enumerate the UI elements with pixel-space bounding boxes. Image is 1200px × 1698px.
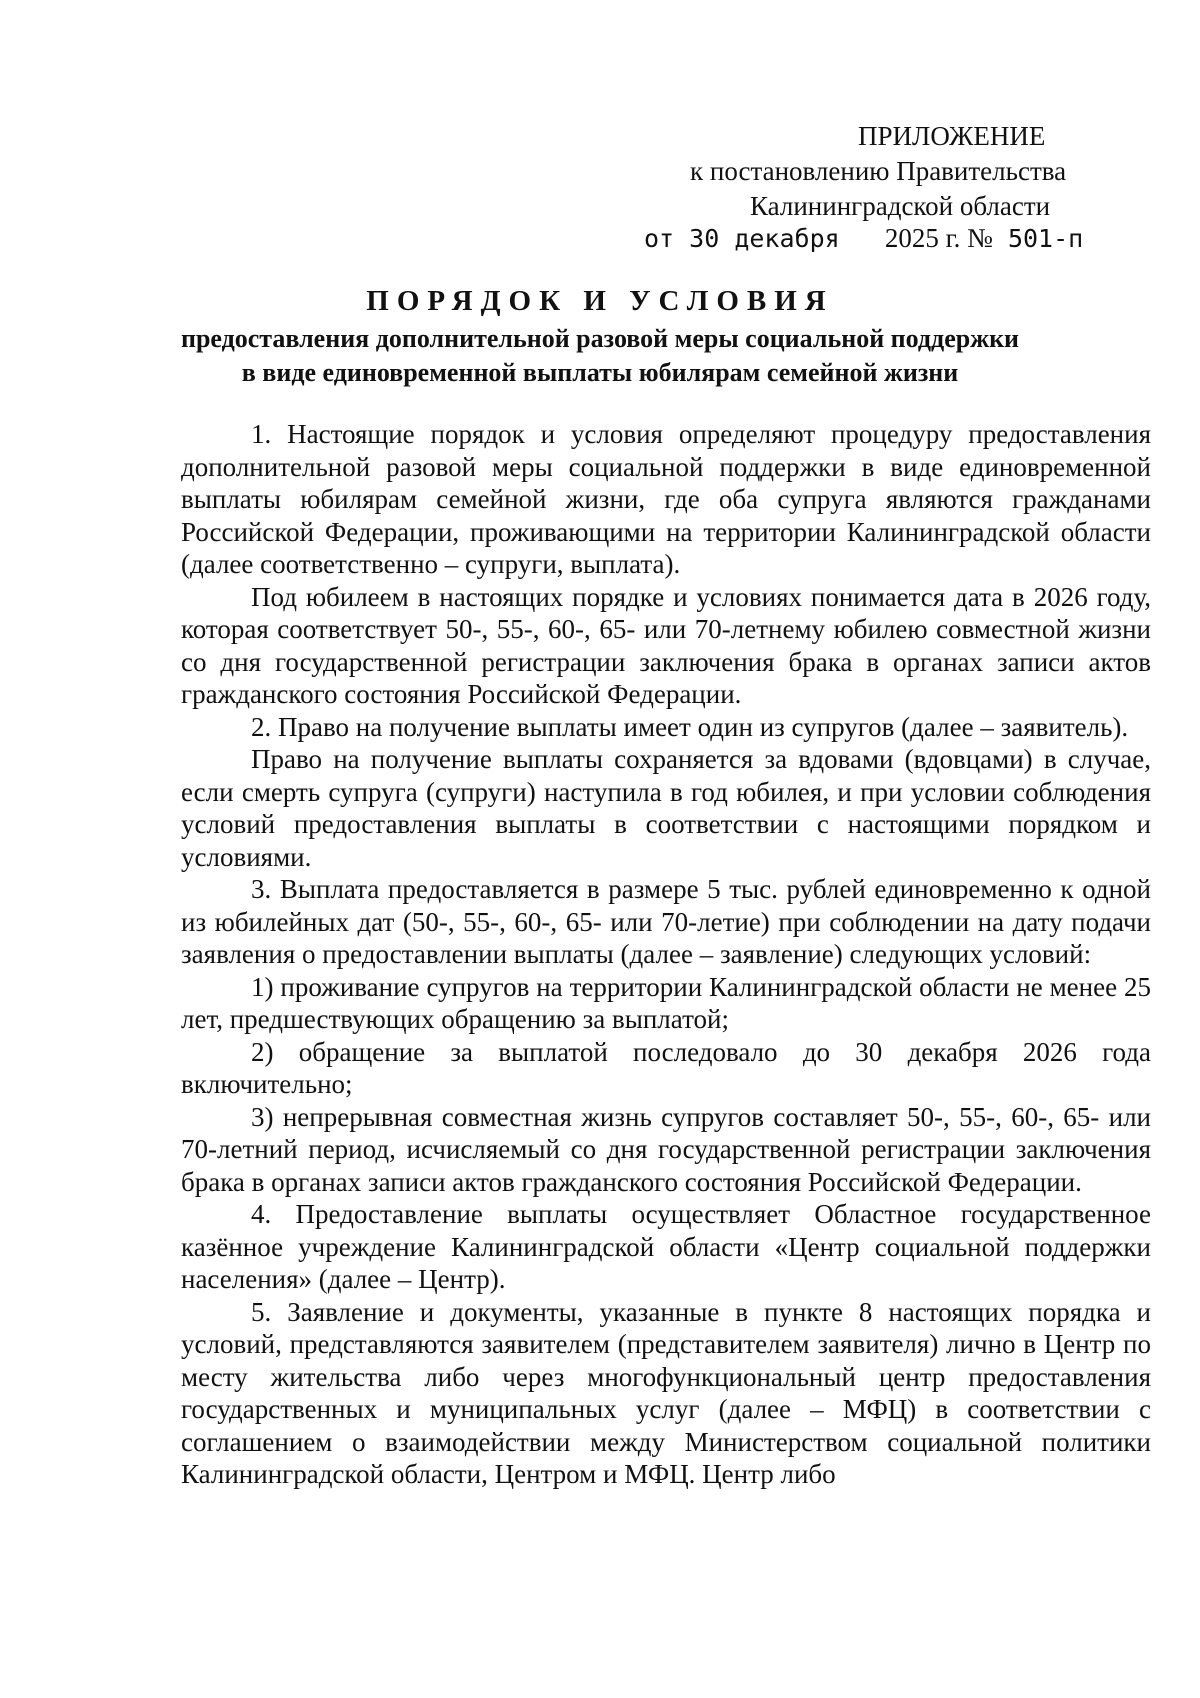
resolution-year: 2025 г. № <box>884 223 993 253</box>
appendix-date-line <box>644 222 1083 255</box>
resolution-number: 501-п <box>1007 224 1084 253</box>
resolution-date: 30 декабря <box>689 224 840 253</box>
date-prefix: от <box>644 224 675 253</box>
paragraph-widows: Право на получение выплаты сохраняется за вдовами (вдовцами) в случае, если смерть супруга (супруги) наступила в год юбилея, и при условии соблюдения условий предоставления выплаты в соответствии с настоящими порядком и условиями. <box>181 744 1151 872</box>
paragraph-jubilee-definition: Под юбилеем в настоящих порядке и условиях понимается дата в 2026 году, которая соответствует 50-, 55-, 60-, 65- или 70-летнему юбилею совместной жизни со дня государственной регистрации заключения брака в органах записи актов гражданского состояния Российской Федерации. <box>181 581 1151 709</box>
document-subtitle-line1: предоставления дополнительной разовой меры социальной поддержки <box>180 324 1020 353</box>
paragraph-1: 1. Настоящие порядок и условия определяют процедуру предоставления дополнительной разовой меры социальной поддержки в виде единовременной выплаты юбилярам семейной жизни, где оба супруга являются гражданами Российской Федерации, проживающими на территории Калининградской области (далее соответственно – супруги, выплата). <box>181 419 1151 579</box>
paragraph-4: 4. Предоставление выплаты осуществляет Областное государственное казённое учреждение Калининградской области «Центр социальной поддержки населения» (далее – Центр). <box>181 1199 1151 1294</box>
document-title: ПОРЯДОК И УСЛОВИЯ <box>366 285 834 317</box>
document-subtitle-line2: в виде единовременной выплаты юбилярам семейной жизни <box>241 358 959 387</box>
appendix-line-region: Калининградской области <box>750 191 1051 221</box>
condition-2: 2) обращение за выплатой последовало до 30 декабря 2026 года включительно; <box>181 1036 1151 1099</box>
paragraph-2: 2. Право на получение выплаты имеет один из супругов (далее – заявитель). <box>251 711 1129 742</box>
paragraph-3: 3. Выплата предоставляется в размере 5 тыс. рублей единовременно к одной из юбилейных дат (50-, 55-, 60-, 65- или 70-летие) при соблюдении на дату подачи заявления о предоставлении выплаты (далее – заявление) следующих условий: <box>181 874 1151 969</box>
condition-1: 1) проживание супругов на территории Калининградской области не менее 25 лет, предшествующих обращению за выплатой; <box>181 971 1151 1034</box>
document-body <box>181 418 1151 1491</box>
appendix-line-resolution: к постановлению Правительства <box>690 156 1067 186</box>
condition-3: 3) непрерывная совместная жизнь супругов составляет 50-, 55-, 60-, 65- или 70-летний период, исчисляемый со дня государственной регистрации заключения брака в органах записи актов гражданского состояния Российской Федерации. <box>181 1101 1151 1197</box>
paragraph-5: 5. Заявление и документы, указанные в пункте 8 настоящих порядка и условий, представляются заявителем (представителем заявителя) лично в Центр по месту жительства либо через многофункциональный центр предоставления государственных и муниципальных услуг (далее – МФЦ) в соответствии с соглашением о взаимодействии между Министерством социальной политики Калининградской области, Центром и МФЦ. Центр либо <box>181 1296 1151 1489</box>
appendix-title: ПРИЛОЖЕНИЕ <box>858 121 1046 151</box>
